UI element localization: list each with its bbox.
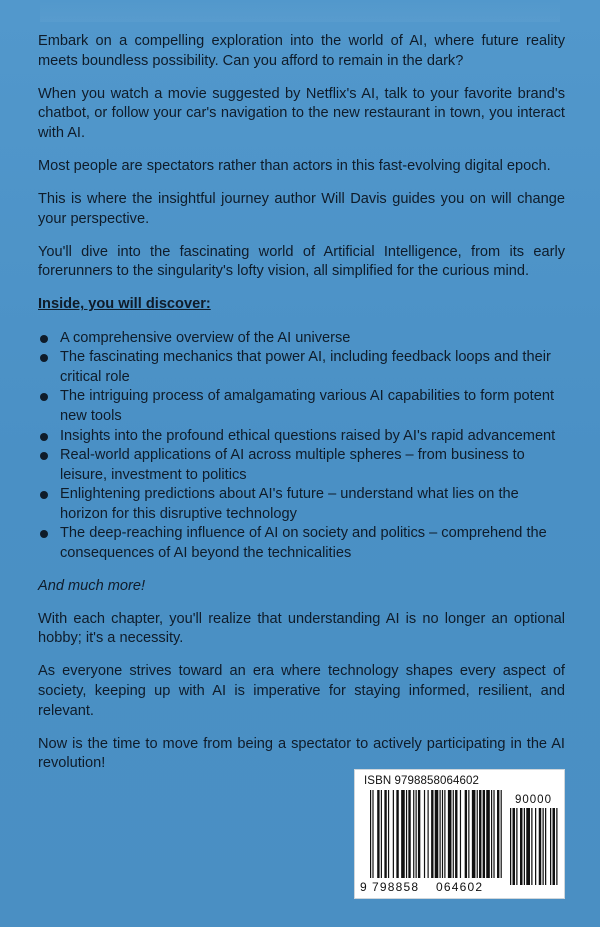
list-item-text: The intriguing process of amalgamating various AI capabilities to form potent new tools — [60, 388, 555, 424]
bullet-dot-icon — [40, 530, 48, 538]
barcode-bar — [424, 790, 425, 878]
isbn-label: ISBN 9798858064602 — [364, 775, 479, 787]
barcode-bar — [448, 790, 452, 878]
bullet-dot-icon — [40, 393, 48, 401]
discover-list — [38, 329, 565, 564]
barcode-bar — [491, 790, 492, 878]
barcode-bar — [465, 790, 467, 878]
barcode-bar — [550, 808, 551, 885]
barcode-digit-group-1: 798858 — [372, 880, 420, 894]
barcode-bar — [477, 790, 478, 878]
barcode-bar — [526, 808, 530, 885]
barcode-bar — [455, 790, 457, 878]
blurb — [38, 32, 565, 787]
barcode-bar — [535, 808, 536, 885]
barcode-bar — [483, 790, 485, 878]
list-item-text: Real-world applications of AI across multiple spheres – from business to leisure, investment to politics — [60, 447, 525, 483]
barcode-bar — [428, 790, 429, 878]
intro-paragraph-2: When you watch a movie suggested by Netflix's AI, talk to your favorite brand's chatbot, or follow your car's navigation to the new restaurant in town, you interact with AI. — [38, 85, 565, 141]
barcode-bar — [497, 790, 499, 878]
barcode-bar — [442, 790, 443, 878]
barcode-bar — [372, 790, 373, 878]
barcode-bar — [531, 808, 532, 885]
barcode-bar — [396, 790, 398, 878]
barcode-bar — [486, 790, 490, 878]
barcode-bar — [377, 790, 379, 878]
barcode-bar — [408, 790, 410, 878]
price-code: 90000 — [515, 794, 552, 806]
barcode-digit-group-2: 064602 — [436, 880, 484, 894]
list-item-text: Insights into the profound ethical questions raised by AI's rapid advancement — [60, 427, 556, 444]
barcode-bar — [393, 790, 394, 878]
barcode-bar — [545, 808, 546, 885]
list-item-text: The fascinating mechanics that power AI, including feedback loops and their critical role — [60, 349, 551, 385]
barcode-bar — [493, 790, 494, 878]
barcode-lead-digit: 9 — [360, 880, 367, 894]
outro-paragraph-2: As everyone strives toward an era where technology shapes every aspect of society, keeping up with AI is imperative for staying informed, resilient, and relevant. — [38, 663, 565, 719]
barcode-bar — [384, 790, 386, 878]
isbn-barcode — [354, 769, 565, 899]
barcode-bar — [431, 790, 433, 878]
intro-paragraph-4: This is where the insightful journey author Will Davis guides you on will change your perspective. — [38, 191, 565, 227]
barcode-bar — [413, 790, 414, 878]
barcode-bar — [516, 808, 517, 885]
barcode-bar — [416, 790, 417, 878]
barcode-bar — [510, 808, 511, 885]
barcode-bar — [524, 808, 525, 885]
barcode-bar — [453, 790, 454, 878]
barcode-bar — [381, 790, 382, 878]
barcode-bar — [520, 808, 523, 885]
list-item — [38, 524, 565, 563]
bullet-dot-icon — [40, 452, 48, 460]
list-item — [38, 329, 565, 349]
and-much-more: And much more! — [38, 577, 146, 594]
barcode-bar — [501, 790, 502, 878]
list-item — [38, 348, 565, 387]
list-item — [38, 485, 565, 524]
barcode-bar — [539, 808, 542, 885]
barcode-main-bars — [370, 790, 503, 885]
barcode-bar — [479, 790, 481, 878]
barcode-bar — [370, 790, 371, 878]
intro-paragraph-5: You'll dive into the fascinating world of Artificial Intelligence, from its early forerunners to the singularity's lofty vision, all simplified for the curious mind. — [38, 243, 565, 280]
bullet-dot-icon — [40, 491, 48, 499]
barcode-bar — [444, 790, 445, 878]
list-item — [38, 387, 565, 426]
barcode-bar — [543, 808, 544, 885]
barcode-bar — [435, 790, 439, 878]
list-item-text: Enlightening predictions about AI's future – understand what lies on the horizon for this disruptive technology — [60, 486, 519, 522]
intro-paragraph-3: Most people are spectators rather than actors in this fast-evolving digital epoch. — [38, 157, 551, 174]
outro-paragraph-1: With each chapter, you'll realize that understanding AI is no longer an optional hobby; it's a necessity. — [38, 610, 565, 647]
barcode-bar — [401, 790, 405, 878]
list-item-text: The deep-reaching influence of AI on society and politics – comprehend the consequences of AI beyond the technicalities — [60, 525, 547, 562]
barcode-bar — [468, 790, 469, 878]
barcode-bar — [553, 808, 556, 885]
outro-paragraph-3: Now is the time to move from being a spectator to actively participating in the AI revolution! — [38, 735, 565, 772]
bullet-dot-icon — [40, 433, 48, 441]
bullet-dot-icon — [40, 335, 48, 343]
barcode-bar — [388, 790, 389, 878]
intro-paragraph-1: Embark on a compelling exploration into the world of AI, where future reality meets boundless possibility. Can you afford to remain in the dark? — [38, 33, 565, 69]
barcode-bar — [556, 808, 557, 885]
barcode-bar — [472, 790, 476, 878]
inside-heading: Inside, you will discover: — [38, 296, 211, 313]
barcode-bar — [513, 808, 516, 885]
bullet-dot-icon — [40, 354, 48, 362]
list-item-text: A comprehensive overview of the AI universe — [60, 329, 351, 346]
list-item — [38, 446, 565, 485]
barcode-bar — [460, 790, 461, 878]
barcode-bar — [406, 790, 407, 878]
list-item — [38, 427, 565, 447]
barcode-bar — [439, 790, 440, 878]
top-edge — [40, 0, 560, 22]
barcode-bar — [418, 790, 420, 878]
barcode-addon-bars — [510, 808, 560, 885]
